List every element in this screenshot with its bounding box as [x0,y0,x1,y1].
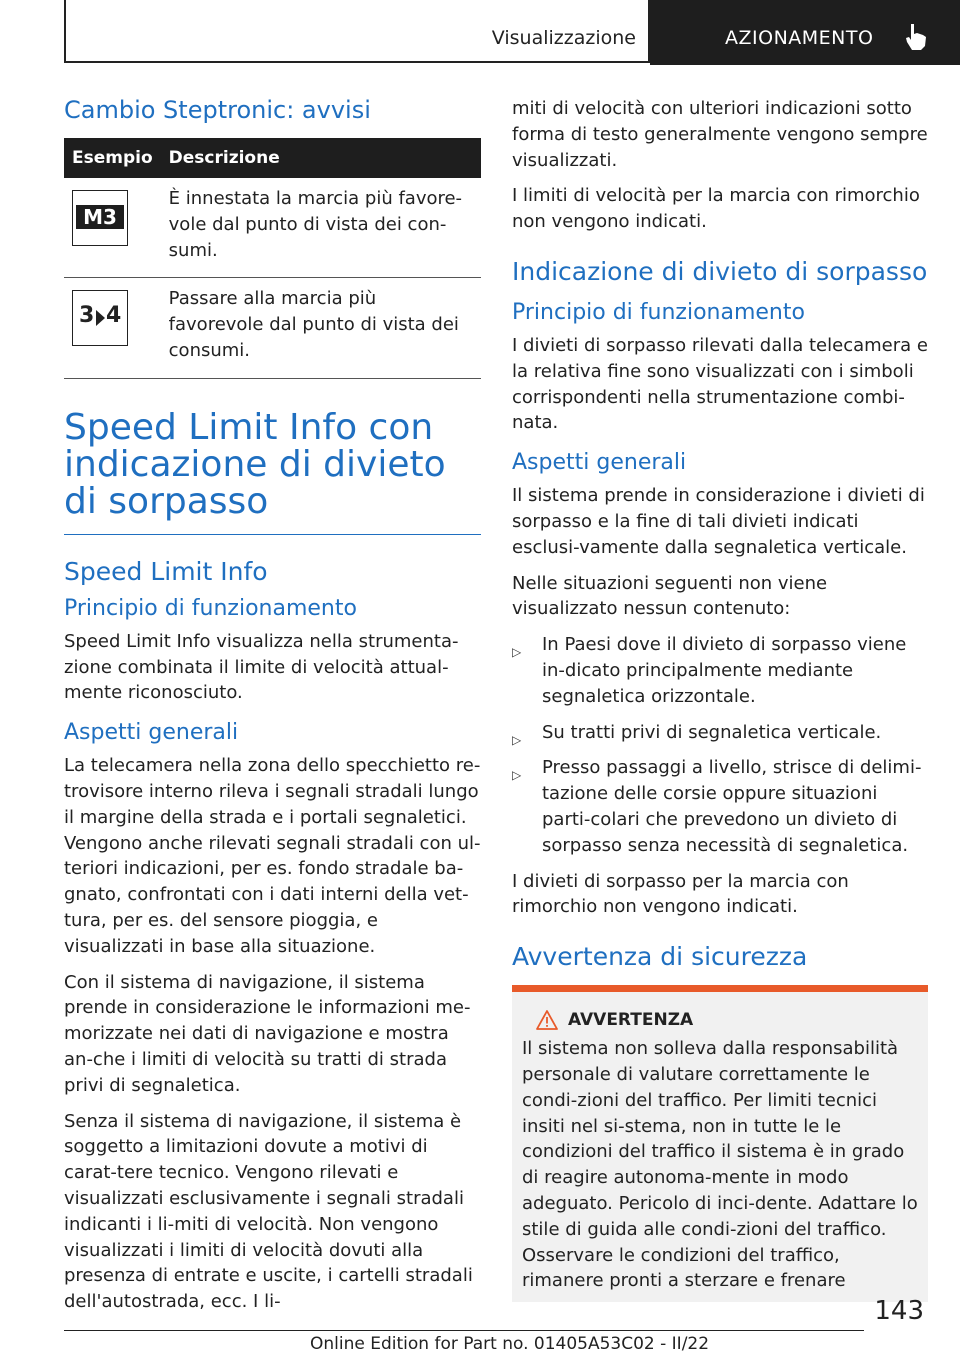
footer-divider [64,1330,864,1331]
principle-text: Speed Limit Info visualizza nella strumenta-zione combinata il limite di velocità attual-mente riconosciuto. [64,630,459,704]
general-aspects-title-right: Aspetti generali [512,450,687,476]
paragraph-camera: La telecamera nella zona dello specchietto re-trovisore interno rileva i segnali stradali lungo il margine della strada e i portali segnaletici. Vengono anche rilevati segnali stradali con ul-teriori indicazioni, per es. fondo stradale ba-gnato, confrontati con i dati interni della vet-tura, per es. del sensore pioggia, e visualizzati in base alla situazione. [64,755,481,957]
paragraph-situations: Nelle situazioni seguenti non viene visualizzato nessun contenuto: [512,572,828,620]
list-item: ▷ In Paesi dove il divieto di sorpasso viene in-dicato principalmente mediante segnaletica orizzontale. [512,634,907,707]
warning-title: AVVERTENZA [568,1010,694,1031]
no-overtaking-title: Indicazione di divieto di sorpasso [512,256,928,286]
warning-bar [512,985,928,992]
gear-from-label: 3 [79,303,95,329]
paragraph-vertical-signs: Il sistema prende in considerazione i divieti di sorpasso e la fine di tali divieti indicati esclusi-vamente dalla segnaletica verticale. [512,485,925,558]
pointing-hand-icon [902,22,930,52]
column-header-esempio: Esempio [64,138,161,178]
general-aspects-title: Aspetti generali [64,720,239,746]
gear-m3-label: M3 [76,205,124,229]
main-title: Speed Limit Info con indicazione di divieto di sorpasso [64,406,446,522]
arrow-right-icon [94,309,106,327]
list-item: ▷ Su tratti privi di segnaletica verticale. [512,720,928,746]
gear-3-to-4-icon [72,290,128,346]
gear-table [64,138,481,379]
warning-box [512,992,928,1302]
principle-text-right: I divieti di sorpasso rilevati dalla telecamera e la relativa fine sono visualizzati con i simboli corrispondenti nella strumentazione combi-nata. [512,334,928,434]
left-column [64,96,481,1325]
list-item: ▷ Presso passaggi a livello, strisce di delimi-tazione delle corsie oppure situazioni parti-colari che prevedono un divieto di sorpasso senza necessità di segnaletica. [512,757,922,856]
warning-text: Il sistema non solleva dalla responsabilità personale di valutare correttamente le condi-zioni del traffico. Per limiti tecnici insiti nel si-stema, non in tutte le le condizioni del traffico il sistema è in grado di reagire autonoma-mente in modo adeguato. Pericolo di inci-dente. Adattare lo stile di guida alle condi-zioni del traffico. Osservare le condizioni del traffico, rimanere pronti a sterzare e frenare [522,1038,918,1292]
gear-m3-icon [72,190,128,246]
speed-limit-title: Speed Limit Info [64,556,268,586]
paragraph-text-limits: miti di velocità con ulteriori indicazioni sotto forma di testo generalmente vengono sempre visualizzati. [512,98,928,171]
bullet-triangle-icon: ▷ [512,645,522,660]
section-label: Visualizzazione [491,27,636,49]
bullet-triangle-icon: ▷ [512,732,522,747]
gear-to-label: 4 [106,303,122,329]
table-row [64,278,481,378]
paragraph-navigation: Con il sistema di navigazione, il sistema prende in considerazione le informazioni me-morizzate nei dati di navigazione e mostra an-che i limiti di velocità su tratti di strada privi di segnaletica. [64,971,471,1096]
footer-edition: Online Edition for Part no. 01405A53C02 - II/22 [310,1334,710,1354]
table-cell-icon [64,278,161,378]
principle-title-right: Principio di funzionamento [512,299,805,325]
chapter-label: AZIONAMENTO [725,27,874,49]
paragraph-trailer-overtaking: I divieti di sorpasso per la marcia con rimorchio non vengono indicati. [512,870,849,918]
right-column [512,96,928,1302]
chapter-tab[interactable] [650,0,960,65]
header-frame [64,0,650,63]
page-number: 143 [874,1296,924,1326]
paragraph-no-navigation: Senza il sistema di navigazione, il sistema è soggetto a limitazioni dovute a motivi di carat-tere tecnico. Vengono rilevati e visualizzati esclusivamente i segnali stradali indicanti i li-miti di velocità. Non vengono visualizzati i limiti di velocità dovuti alla presenza di entrate e uscite, i cartelli stradali dell'autostrada, ecc. I li- [64,1110,473,1313]
situations-list [512,632,928,858]
warning-header [522,1010,918,1030]
safety-title: Avvertenza di sicurezza [512,942,808,972]
warning-triangle-icon [536,1010,558,1030]
title-divider [64,534,481,535]
bullet-triangle-icon: ▷ [512,768,522,783]
principle-title: Principio di funzionamento [64,595,357,621]
gear-section-title: Cambio Steptronic: avvisi [64,96,371,124]
table-cell-icon [64,178,161,278]
column-header-descrizione: Descrizione [161,138,481,178]
table-row [64,178,481,278]
table-cell-text: È innestata la marcia più favore-vole dal punto di vista dei con-sumi. [161,178,481,278]
paragraph-trailer-limits: I limiti di velocità per la marcia con rimorchio non vengono indicati. [512,185,920,233]
table-cell-text: Passare alla marcia più favorevole dal punto di vista dei consumi. [161,278,481,378]
page-header [64,0,960,65]
